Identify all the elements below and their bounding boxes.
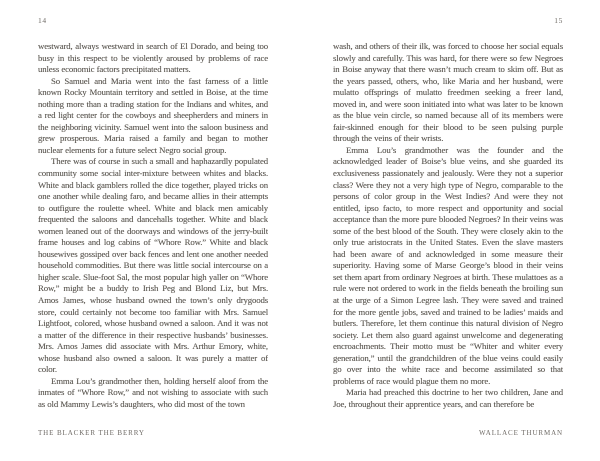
- page-left: [38, 0, 268, 461]
- paragraph: Emma Lou’s grandmother was the founder and the acknowledged leader of Boise’s blue veins, and she guarded its exclusiveness passionately and jealously. Were they not a superior class? Were they not a very high type of Negro, comparable to the persons of color group in the West Indies? And were they not entitled, ipso facto, to more respect and opportunity and social acceptance than the more pure blooded Negroes? In their veins was some of the best blood of the South. They were closely akin to the only true aristocrats in the United States. Even the slave masters had been aware of and acknowledged in some measure their superiority. Having some of Marse George’s blood in their veins set them apart from ordinary Negroes at birth. These mulattoes as a rule were not ordered to work in the fields beneath the broiling sun at the urge of a Simon Legree lash. They were saved and trained for the more gentle jobs, saved and trained to be ladies’ maids and butlers. Therefore, let them continue this natural division of Negro society. Let them also guard against unwelcome and degenerating encroachments. Their motto must be “Whiter and whiter every generation,” until the grandchildren of the blue veins could easily go over into the white race and become assimilated so that problems of race would plague them no more.: [333, 144, 563, 386]
- paragraph: Emma Lou’s grandmother then, holding herself aloof from the inmates of “Whore Row,” and not wishing to associate with such as old Mammy Lewis’s daughters, who did most of the town: [38, 375, 268, 409]
- running-title-book: THE BLACKER THE BERRY: [38, 429, 145, 437]
- page-number-left: 14: [38, 16, 47, 25]
- paragraph: Maria had preached this doctrine to her two children, Jane and Joe, throughout their apprentice years, and can therefore be: [333, 387, 563, 409]
- page-number-right: 15: [554, 16, 563, 25]
- page-left-body: [38, 41, 268, 424]
- page-right-body: [333, 41, 563, 424]
- paragraph: westward, always westward in search of El Dorado, and being too busy in this respect to be violently aroused by problems of race unless economic factors precipitated matters.: [38, 41, 268, 75]
- paragraph: wash, and others of their ilk, was forced to choose her social equals slowly and carefully. This was hard, for there were so few Negroes in Boise anyway that there wasn’t much cream to skim off. But as the years passed, others, who, like Maria and her husband, were mulatto offsprings of mulatto freedmen seeking a freer land, moved in, and were soon initiated into what was later to be known as the blue vein circle, so named because all of its members were fair-skinned enough for their blood to be seen pulsing purple through the veins of their wrists.: [333, 41, 563, 144]
- page-right: [333, 0, 563, 461]
- paragraph: So Samuel and Maria went into the fast farness of a little known Rocky Mountain territory and settled in Boise, at the time nothing more than a trading station for the Indians and whites, and a red light center for the cowboys and sheepherders and miners in the neighboring vicinity. Samuel went into the saloon business and grew prosperous. Maria raised a family and began to mother nuclear elements for a future select Negro social group.: [38, 75, 268, 155]
- running-title-author: WALLACE THURMAN: [479, 429, 563, 437]
- paragraph: There was of course in such a small and haphazardly populated community some social inter-mixture between whites and blacks. White and black gamblers rolled the dice together, played tricks on one another while dealing faro, and became allies in their attempts to outfigure the roulette wheel. White and black men amicably frequented the saloons and dancehalls together. White and black women leaned out of the doorways and windows of the jerry-built frame houses and log cabins of “Whore Row.” White and black housewives gossiped over back fences and lent one another needed household commodities. But there was little social intercourse on a higher scale. Slue-foot Sal, the most popular high yaller on “Whore Row,” might be a buddy to Irish Peg and Blond Liz, but Mrs. Amos James, whose husband owned the town’s only drygoods store, could certainly not become too familiar with Mrs. Samuel Lightfoot, colored, whose husband owned a saloon. And it was not a matter of the difference in their respective husbands’ businesses. Mrs. Amos James did associate with Mrs. Arthur Emory, white, whose husband also owned a saloon. It was purely a matter of color.: [38, 156, 268, 375]
